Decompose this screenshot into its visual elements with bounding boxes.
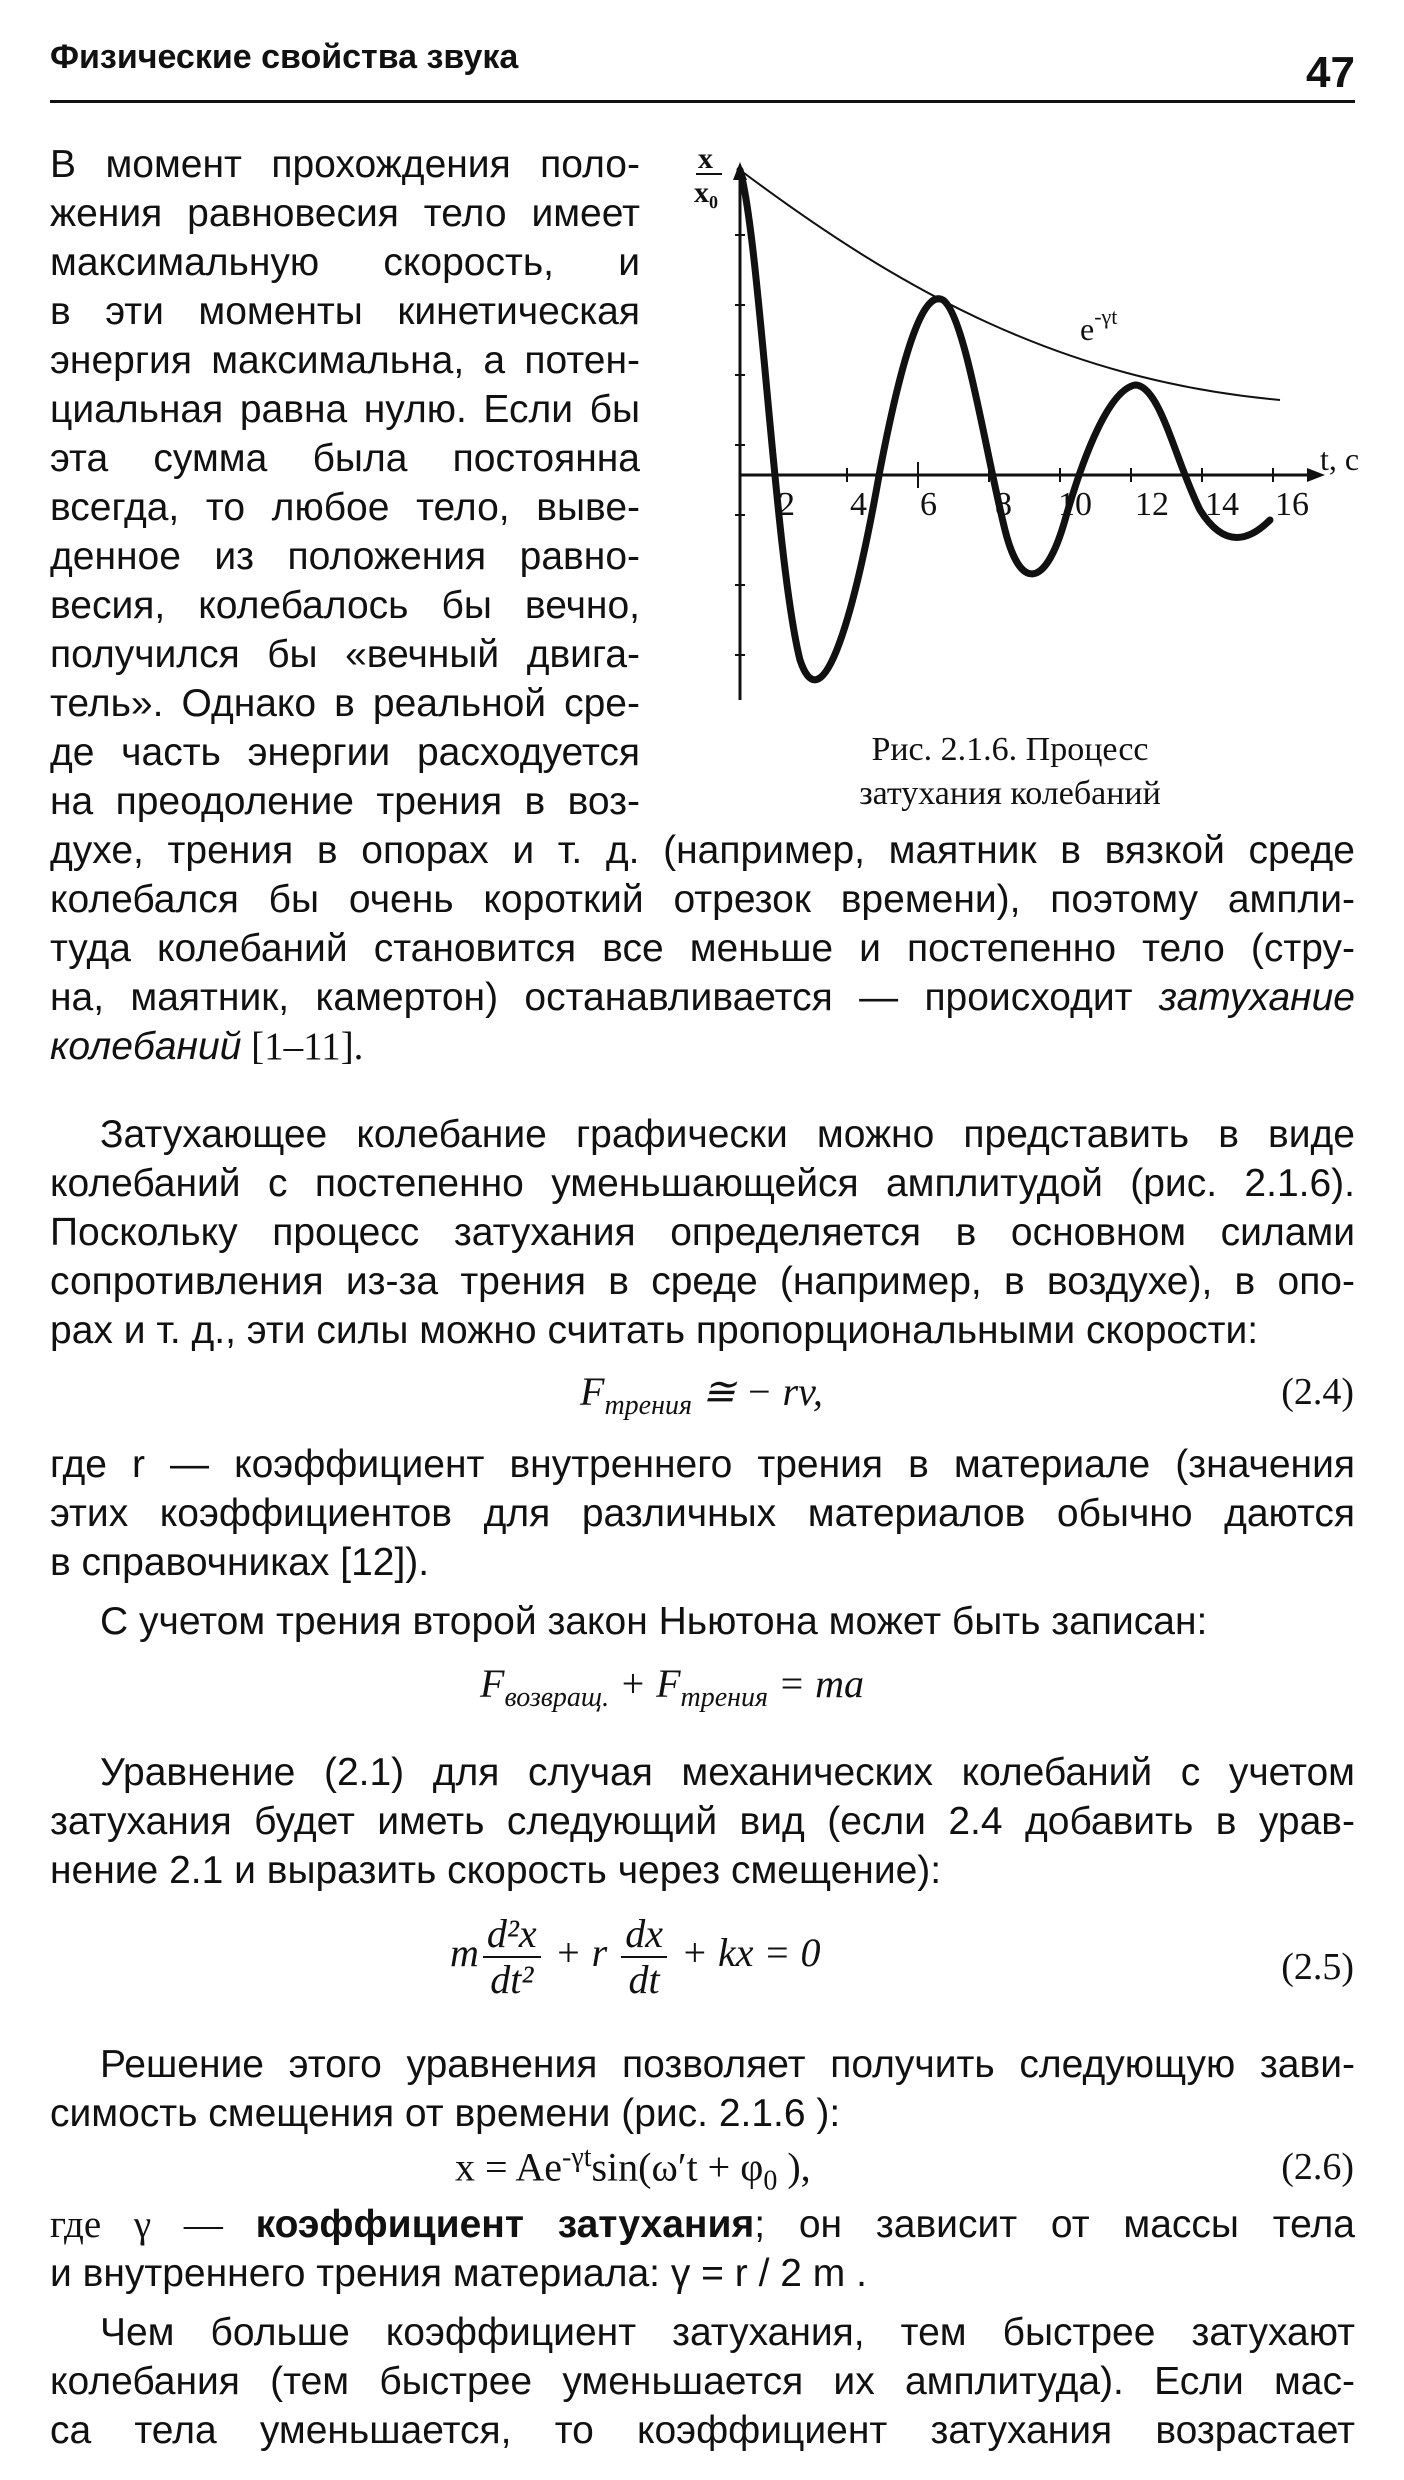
x-tick-label: 16 xyxy=(1275,486,1309,523)
envelope-label: $e^{-\gamma t}$ xyxy=(1080,304,1118,347)
fraction xyxy=(483,1912,541,2002)
text-line xyxy=(50,973,1355,1022)
text-line: в эти моменты кинетическая xyxy=(50,290,640,333)
formula-term: x = Ae xyxy=(455,2144,562,2190)
damped-oscillation-curve xyxy=(740,170,1270,680)
figure-caption xyxy=(780,728,1240,816)
equation-number: (2.4) xyxy=(1281,1371,1354,1413)
formula-subscript: трения xyxy=(604,1390,692,1421)
text-line: симость смещения от времени (рис. 2.1.6 ): xyxy=(50,2092,841,2135)
text-line: жения равновесия тело имеет xyxy=(50,192,640,235)
text-line: Затухающее колебание графически можно представить в виде xyxy=(100,1113,1355,1156)
italic-term: затухание xyxy=(1158,976,1355,1019)
paragraph-1-continued xyxy=(50,826,1355,1071)
text-line: колебаний с постепенно уменьшающейся амплитудой (рис. 2.1.6). xyxy=(50,1162,1355,1205)
x-tick-labels xyxy=(778,486,1309,523)
paragraph-5 xyxy=(50,1748,1355,1895)
text-line: Уравнение (2.1) для случая механических колебаний с учетом xyxy=(100,1751,1355,1794)
formula-term: sin(ω′t + φ xyxy=(591,2144,764,2190)
y-axis-label-numerator: x xyxy=(698,142,713,175)
text-line: рах и т. д., эти силы можно считать пропорциональными скорости: xyxy=(50,1309,1259,1352)
paragraph-1-wrap xyxy=(50,140,640,826)
equation-2-6 xyxy=(455,2142,811,2197)
text-line: Чем больше коэффициент затухания, тем быстрее затухают xyxy=(100,2311,1355,2354)
text-segment: где γ — xyxy=(50,2203,256,2246)
formula-symbol: F xyxy=(656,1661,681,1706)
text-line: туда колебаний становится все меньше и постепенно тело (стру- xyxy=(50,927,1355,970)
formula-rhs: = ma xyxy=(768,1661,864,1706)
text-line xyxy=(50,1022,1355,1071)
formula-term: + kx = 0 xyxy=(680,1930,821,1976)
paragraph-2 xyxy=(50,1110,1355,1355)
paragraph-3 xyxy=(50,1440,1355,1587)
bold-term: коэффициент затухания xyxy=(255,2203,755,2246)
envelope-curve xyxy=(740,170,1280,400)
figure-plot xyxy=(680,140,1360,720)
text-line: в справочниках [12]). xyxy=(50,1541,430,1584)
text-segment: на, маятник, камертон) останавливается — происходит xyxy=(50,976,1133,1019)
text-line: са тела уменьшается, то коэффициент затухания возрастает xyxy=(50,2409,1355,2452)
formula-operator: + xyxy=(609,1661,657,1706)
x-tick-label: 2 xyxy=(778,486,795,523)
formula-subscript: трения xyxy=(680,1682,769,1713)
text-line: колебался бы очень короткий отрезок времени), поэтому ампли- xyxy=(50,878,1355,921)
formula-superscript: -γt xyxy=(562,2142,592,2173)
text-line: духе, трения в опорах и т. д. (например, маятник в вязкой среде xyxy=(50,829,1355,872)
formula-symbol: F xyxy=(580,1369,605,1414)
text-line: Решение этого уравнения позволяет получить следующую зави- xyxy=(100,2043,1355,2086)
fraction xyxy=(621,1912,667,2002)
formula-subscript: 0 xyxy=(763,2165,778,2197)
text-line xyxy=(50,2200,1355,2249)
text-line: циальная равна нулю. Если бы xyxy=(50,388,640,431)
text-line: В момент прохождения поло- xyxy=(50,143,640,186)
text-line: де часть энергии расходуется xyxy=(50,731,640,774)
caption-line: Рис. 2.1.6. Процесс xyxy=(871,731,1149,768)
text-line: нение 2.1 и выразить скорость через смещение): xyxy=(50,1849,942,1892)
newton-equation xyxy=(480,1660,864,1714)
x-tick-label: 10 xyxy=(1058,486,1092,523)
text-line: эта сумма была постоянна xyxy=(50,437,640,480)
x-tick-label: 8 xyxy=(995,486,1012,523)
text-line: колебания (тем быстрее уменьшается их амплитуда). Если мас- xyxy=(50,2360,1355,2403)
text-line: тель». Однако в реальной сре- xyxy=(50,682,640,725)
running-title: Физические свойства звука xyxy=(50,38,519,76)
equation-2-5 xyxy=(450,1912,820,2002)
text-line: сопротивления из-за трения в среде (например, в воздухе), в опо- xyxy=(50,1260,1355,1303)
text-line: этих коэффициентов для различных материалов обычно даются xyxy=(50,1492,1355,1535)
fraction-numerator: d²x xyxy=(483,1912,541,1958)
y-axis-label-denominator: x₀ xyxy=(694,176,718,209)
text-line: где r — коэффициент внутреннего трения в материале (значения xyxy=(50,1443,1355,1486)
formula-symbol: F xyxy=(480,1661,505,1706)
fraction-denominator: dt² xyxy=(490,1957,534,2002)
paragraph-8 xyxy=(50,2308,1355,2455)
x-tick-label: 14 xyxy=(1205,486,1239,523)
page-header xyxy=(50,38,1355,103)
equation-number: (2.6) xyxy=(1281,2146,1354,2188)
formula-symbol: m xyxy=(450,1930,479,1976)
text-line: денное из положения равно- xyxy=(50,535,640,578)
formula-subscript: возвращ. xyxy=(504,1682,610,1713)
paragraph-4 xyxy=(50,1597,1355,1646)
x-tick-label: 4 xyxy=(850,486,867,523)
text-line: получился бы «вечный двига- xyxy=(50,633,640,676)
text-line: максимальную скорость, и xyxy=(50,241,640,284)
paragraph-7 xyxy=(50,2200,1355,2298)
caption-line: затухания колебаний xyxy=(859,775,1161,812)
equation-number: (2.5) xyxy=(1281,1946,1354,1988)
x-axis-label: t, c xyxy=(1320,441,1360,477)
paragraph-6 xyxy=(50,2040,1355,2138)
italic-term: колебаний xyxy=(50,1025,242,1068)
x-tick-label: 12 xyxy=(1135,486,1169,523)
fraction-denominator: dt xyxy=(628,1957,660,2002)
formula-term: + r xyxy=(554,1930,608,1976)
x-tick-label: 6 xyxy=(920,486,937,523)
reference: [1–11]. xyxy=(241,1025,364,1068)
text-line: всегда, то любое тело, выве- xyxy=(50,486,640,529)
formula-term: ), xyxy=(777,2144,811,2190)
text-line: на преодоление трения в воз- xyxy=(50,780,640,823)
text-line: Поскольку процесс затухания определяется в основном силами xyxy=(50,1211,1355,1254)
formula-rhs: ≅ − rv, xyxy=(692,1369,823,1414)
equation-2-4 xyxy=(580,1368,823,1422)
text-line: и внутреннего трения материала: γ = r / 2 m . xyxy=(50,2252,867,2295)
fraction-numerator: dx xyxy=(621,1912,667,1958)
text-line: энергия максимальна, а потен- xyxy=(50,339,640,382)
text-segment: ; он зависит от массы тела xyxy=(754,2203,1355,2246)
text-line: затухания будет иметь следующий вид (если 2.4 добавить в урав- xyxy=(50,1800,1355,1843)
page-number: 47 xyxy=(1306,48,1355,97)
text-line: весия, колебалось бы вечно, xyxy=(50,584,640,627)
text-line: С учетом трения второй закон Ньютона может быть записан: xyxy=(100,1600,1208,1643)
